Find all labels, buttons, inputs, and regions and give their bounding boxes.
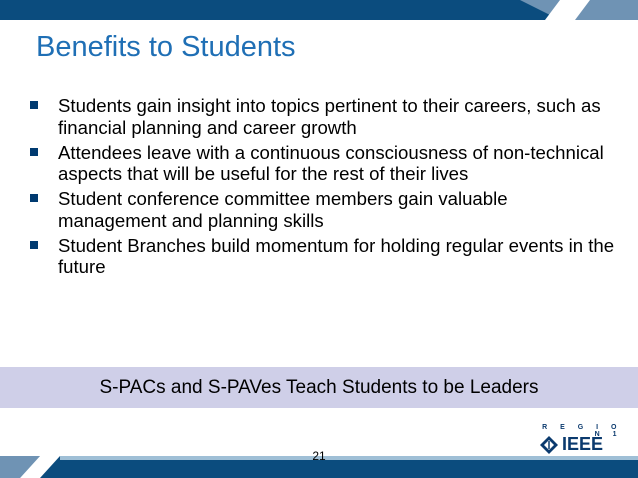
ieee-diamond-icon [540,436,558,454]
bullet-text: Attendees leave with a continuous consciousness of non-technical aspects that will be useful for the rest of their lives [58,141,604,184]
bullet-text: Student Branches build momentum for holding regular events in the future [58,234,615,277]
bullet-list [28,95,618,281]
logo-wordmark: IEEE [562,434,604,454]
tagline-banner [0,367,638,408]
bullet-item [28,188,618,231]
square-bullet-icon [30,241,38,249]
square-bullet-icon [30,194,38,202]
top-decorative-band [0,0,638,20]
square-bullet-icon [30,101,38,109]
bullet-text: Students gain insight into topics pertinent to their careers, such as financial planning and career growth [58,95,601,138]
ieee-region-logo [538,424,622,456]
bullet-text: Student conference committee members gain valuable management and planning skills [58,188,508,231]
bullet-item [28,95,618,138]
slide-title: Benefits to Students [36,31,296,63]
logo-region-text: R E G I O N 1 [542,424,622,438]
bullet-item [28,142,618,185]
tagline-text: S-PACs and S-PAVes Teach Students to be Leaders [99,377,539,398]
page-number: 21 [312,449,326,463]
bullet-item [28,235,618,278]
square-bullet-icon [30,148,38,156]
